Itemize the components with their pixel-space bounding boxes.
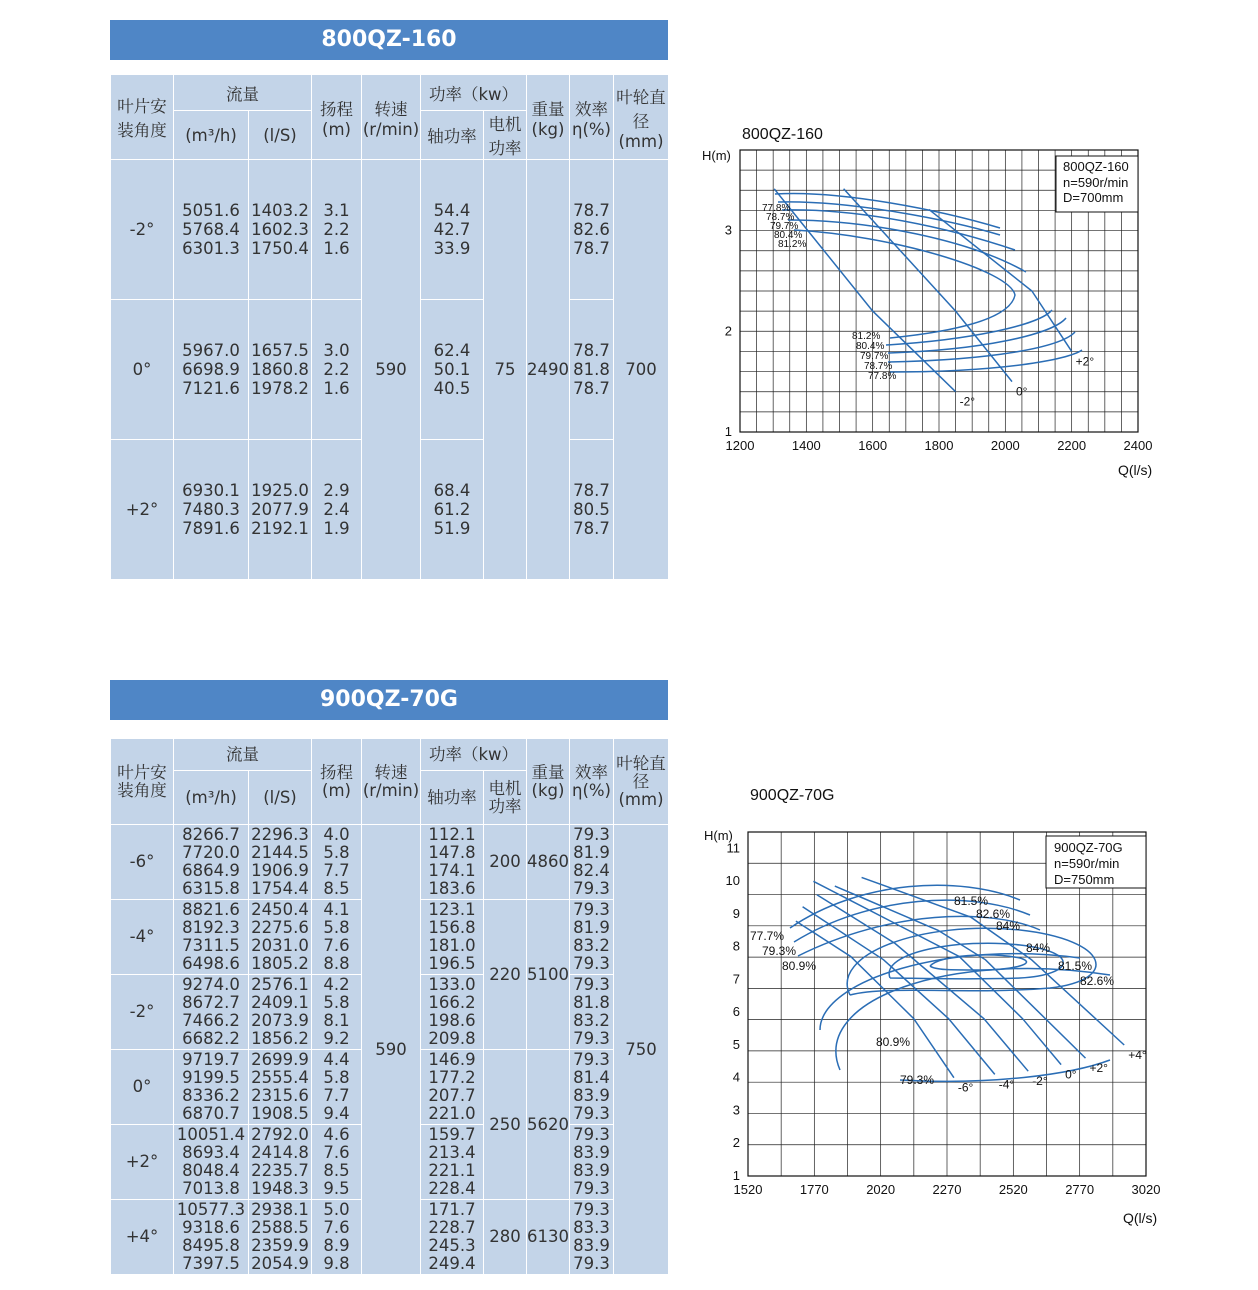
chart1-ylabel: H(m) <box>702 148 731 163</box>
hdr-head: 扬程 (m) <box>312 739 362 825</box>
head-cell: 3.0 2.2 1.6 <box>312 300 362 440</box>
eff-cell: 78.7 80.5 78.7 <box>570 440 614 580</box>
hdr-speed: 转速 (r/min) <box>362 75 421 160</box>
shaft-cell: 171.7 228.7 245.3 249.4 <box>421 1200 484 1275</box>
hdr-m3h: (m³/h) <box>174 111 249 160</box>
hdr-flow: 流量 <box>174 739 312 771</box>
table2 <box>110 738 669 1275</box>
eff-label: 80.4% <box>856 341 885 352</box>
table1-title: 800QZ-160 <box>110 20 668 60</box>
curve-label: -2° <box>959 394 976 409</box>
x-tick-label: 2400 <box>1123 438 1153 453</box>
ls-cell: 1657.5 1860.8 1978.2 <box>249 300 312 440</box>
x-tick-label: 2770 <box>1065 1182 1095 1197</box>
eff-cell: 79.3 83.3 83.9 79.3 <box>570 1200 614 1275</box>
hdr-shaft: 轴功率 <box>421 771 484 825</box>
y-tick-label: 3 <box>724 222 732 238</box>
chart2-ylabel: H(m) <box>704 828 733 843</box>
x-tick-label: 2000 <box>990 438 1020 453</box>
head-cell: 4.6 7.6 8.5 9.5 <box>312 1125 362 1200</box>
weight-cell: 2490 <box>527 160 570 580</box>
x-tick-label: 1800 <box>924 438 954 453</box>
hdr-ls: (l/S) <box>249 111 312 160</box>
hdr-weight: 重量 (kg) <box>527 739 570 825</box>
eff-cell: 79.3 81.9 83.2 79.3 <box>570 900 614 975</box>
chart2-legend <box>1054 840 1123 887</box>
angle-cell: +2° <box>111 440 174 580</box>
chart1-efficiency-contours <box>775 193 1082 372</box>
eff-label: 77.8% <box>762 203 791 214</box>
eff-label: 78.7% <box>864 361 893 372</box>
table2-title: 900QZ-70G <box>110 680 668 720</box>
eff-label: 81.2% <box>778 239 807 250</box>
curve-label: -2° <box>1032 1074 1048 1089</box>
eff-label: 81.5% <box>954 894 989 908</box>
angle-cell: +2° <box>111 1125 174 1200</box>
eff-label: 84% <box>996 919 1021 933</box>
angle-cell: -6° <box>111 825 174 900</box>
motor-cell: 200 <box>484 825 527 900</box>
ls-cell: 1925.0 2077.9 2192.1 <box>249 440 312 580</box>
weight-cell: 5100 <box>527 900 570 1050</box>
eff-label: 77.8% <box>868 371 897 382</box>
shaft-cell: 54.4 42.7 33.9 <box>421 160 484 300</box>
head-cell: 4.2 5.8 8.1 9.2 <box>312 975 362 1050</box>
y-tick-label: 10 <box>725 873 740 889</box>
eff-label: 81.2% <box>852 331 881 342</box>
motor-cell: 280 <box>484 1200 527 1275</box>
curve-label: +2° <box>1089 1061 1108 1076</box>
hdr-weight: 重量 (kg) <box>527 75 570 160</box>
eff-cell: 78.7 81.8 78.7 <box>570 300 614 440</box>
eff-label: 81.5% <box>1058 959 1093 973</box>
weight-cell: 4860 <box>527 825 570 900</box>
ls-cell: 2296.3 2144.5 1906.9 1754.4 <box>249 825 312 900</box>
hdr-angle: 叶片安装角度 <box>111 75 174 160</box>
hdr-eff: 效率 η(%) <box>570 739 614 825</box>
motor-cell: 220 <box>484 900 527 1050</box>
m3h-cell: 8266.7 7720.0 6864.9 6315.8 <box>174 825 249 900</box>
eff-curve <box>794 230 1015 338</box>
y-tick-label: 4 <box>732 1069 740 1085</box>
ls-cell: 2699.9 2555.4 2315.6 1908.5 <box>249 1050 312 1125</box>
chart1-labels <box>762 203 1094 409</box>
legend-model: 800QZ-160 <box>1063 159 1129 174</box>
eff-curve <box>836 968 1110 1070</box>
hdr-speed: 转速 (r/min) <box>362 739 421 825</box>
head-cell: 4.1 5.8 7.6 8.8 <box>312 900 362 975</box>
chart1-xlabel: Q(l/s) <box>1118 462 1153 478</box>
hdr-ls: (l/S) <box>249 771 312 825</box>
y-tick-label: 2 <box>724 323 732 339</box>
curve-label: +2° <box>1075 354 1095 369</box>
motor-cell: 75 <box>484 160 527 580</box>
eff-cell: 79.3 81.8 83.2 79.3 <box>570 975 614 1050</box>
shaft-cell: 146.9 177.2 207.7 221.0 <box>421 1050 484 1125</box>
shaft-cell: 68.4 61.2 51.9 <box>421 440 484 580</box>
x-tick-label: 1600 <box>858 438 888 453</box>
eff-label: 80.4% <box>774 230 803 241</box>
hdr-eff: 效率 η(%) <box>570 75 614 160</box>
motor-cell: 250 <box>484 1050 527 1200</box>
x-tick-label: 2520 <box>998 1182 1028 1197</box>
y-tick-label: 1 <box>732 1168 740 1183</box>
eff-label: 78.7% <box>766 212 795 223</box>
chart1-legend <box>1063 159 1129 205</box>
y-tick-label: 9 <box>732 905 740 921</box>
angle-cell: +4° <box>111 1200 174 1275</box>
curve-label: -4° <box>998 1077 1015 1092</box>
chart2-title: 900QZ-70G <box>750 787 835 804</box>
m3h-cell: 6930.1 7480.3 7891.6 <box>174 440 249 580</box>
hdr-impeller: 叶轮直径 (mm) <box>614 75 669 160</box>
speed-cell: 590 <box>362 160 421 580</box>
m3h-cell: 9719.7 9199.5 8336.2 6870.7 <box>174 1050 249 1125</box>
hdr-power: 功率（kw） <box>421 75 527 111</box>
table1 <box>110 74 669 580</box>
eff-label: 79.7% <box>770 221 799 232</box>
x-tick-label: 2200 <box>1057 438 1087 453</box>
x-tick-label: 1400 <box>791 438 821 453</box>
hdr-motor: 电机功率 <box>484 771 527 825</box>
legend-model: 900QZ-70G <box>1054 840 1123 855</box>
shaft-cell: 159.7 213.4 221.1 228.4 <box>421 1125 484 1200</box>
angle-cell: -2° <box>111 975 174 1050</box>
impeller-cell: 700 <box>614 160 669 580</box>
eff-label: 82.6% <box>1080 974 1115 988</box>
eff-label: 80.9% <box>876 1035 911 1049</box>
ls-cell: 2576.1 2409.1 2073.9 1856.2 <box>249 975 312 1050</box>
m3h-cell: 10051.4 8693.4 8048.4 7013.8 <box>174 1125 249 1200</box>
eff-label: 80.9% <box>782 959 817 973</box>
hdr-flow: 流量 <box>174 75 312 111</box>
m3h-cell: 5967.0 6698.9 7121.6 <box>174 300 249 440</box>
m3h-cell: 9274.0 8672.7 7466.2 6682.2 <box>174 975 249 1050</box>
hdr-motor: 电机功率 <box>484 111 527 160</box>
hdr-head: 扬程 (m) <box>312 75 362 160</box>
eff-cell: 79.3 83.9 83.9 79.3 <box>570 1125 614 1200</box>
eff-cell: 79.3 81.4 83.9 79.3 <box>570 1050 614 1125</box>
legend-diameter: D=750mm <box>1054 872 1115 887</box>
weight-cell: 6130 <box>527 1200 570 1275</box>
head-cell: 5.0 7.6 8.9 9.8 <box>312 1200 362 1275</box>
angle-cell: 0° <box>111 300 174 440</box>
m3h-cell: 5051.6 5768.4 6301.3 <box>174 160 249 300</box>
angle-cell: 0° <box>111 1050 174 1125</box>
chart2-efficiency-contours <box>790 885 1110 1081</box>
ls-cell: 2938.1 2588.5 2359.9 2054.9 <box>249 1200 312 1275</box>
head-cell: 4.0 5.8 7.7 8.5 <box>312 825 362 900</box>
curve-label: 0° <box>1015 384 1028 399</box>
y-tick-label: 6 <box>732 1004 740 1020</box>
x-tick-label: 3020 <box>1131 1182 1161 1197</box>
eff-label: 79.7% <box>860 351 889 362</box>
chart2-labels <box>750 894 1147 1095</box>
eff-cell: 78.7 82.6 78.7 <box>570 160 614 300</box>
curve-label: 0° <box>1065 1067 1077 1082</box>
angle-cell: -4° <box>111 900 174 975</box>
ls-cell: 2792.0 2414.8 2235.7 1948.3 <box>249 1125 312 1200</box>
eff-label: 79.3% <box>900 1073 935 1087</box>
y-tick-label: 11 <box>726 840 740 856</box>
shaft-cell: 62.4 50.1 40.5 <box>421 300 484 440</box>
x-tick-label: 2020 <box>866 1182 896 1197</box>
eff-label: 77.7% <box>750 929 785 943</box>
m3h-cell: 8821.6 8192.3 7311.5 6498.6 <box>174 900 249 975</box>
x-tick-label: 1770 <box>799 1182 829 1197</box>
hdr-m3h: (m³/h) <box>174 771 249 825</box>
eff-curve <box>888 332 1075 362</box>
speed-cell: 590 <box>362 825 421 1275</box>
eff-label: 82.6% <box>976 907 1011 921</box>
chart2-xlabel: Q(l/s) <box>1123 1210 1158 1226</box>
curve-label: +4° <box>1128 1047 1147 1062</box>
eff-cell: 79.3 81.9 82.4 79.3 <box>570 825 614 900</box>
eff-label: 84% <box>1026 941 1051 955</box>
y-tick-label: 2 <box>732 1135 740 1151</box>
head-cell: 4.4 5.8 7.7 9.4 <box>312 1050 362 1125</box>
legend-speed: n=590r/min <box>1063 175 1129 190</box>
y-tick-label: 1 <box>724 424 732 439</box>
eff-label: 79.3% <box>762 944 797 958</box>
impeller-cell: 750 <box>614 825 669 1275</box>
hdr-angle: 叶片安装角度 <box>111 739 174 825</box>
head-cell: 3.1 2.2 1.6 <box>312 160 362 300</box>
legend-speed: n=590r/min <box>1054 856 1120 871</box>
m3h-cell: 10577.3 9318.6 8495.8 7397.5 <box>174 1200 249 1275</box>
curve-label: -6° <box>957 1080 974 1095</box>
chart1-title: 800QZ-160 <box>742 126 823 143</box>
hdr-impeller: 叶轮直径 (mm) <box>614 739 669 825</box>
y-tick-label: 8 <box>732 938 740 954</box>
chart-800qz-160 <box>690 110 1230 490</box>
x-tick-label: 2270 <box>932 1182 962 1197</box>
hdr-shaft: 轴功率 <box>421 111 484 160</box>
chart-900qz-70g <box>690 780 1230 1240</box>
shaft-cell: 112.1 147.8 174.1 183.6 <box>421 825 484 900</box>
angle-cell: -2° <box>111 160 174 300</box>
y-tick-label: 7 <box>732 971 740 987</box>
weight-cell: 5620 <box>527 1050 570 1200</box>
shaft-cell: 133.0 166.2 198.6 209.8 <box>421 975 484 1050</box>
x-tick-label: 1200 <box>725 438 755 453</box>
hdr-power: 功率（kw） <box>421 739 527 771</box>
head-cell: 2.9 2.4 1.9 <box>312 440 362 580</box>
shaft-cell: 123.1 156.8 181.0 196.5 <box>421 900 484 975</box>
x-tick-label: 1520 <box>733 1182 763 1197</box>
y-tick-label: 5 <box>732 1036 740 1052</box>
legend-diameter: D=700mm <box>1063 190 1124 205</box>
ls-cell: 2450.4 2275.6 2031.0 1805.2 <box>249 900 312 975</box>
ls-cell: 1403.2 1602.3 1750.4 <box>249 160 312 300</box>
y-tick-label: 3 <box>732 1102 740 1118</box>
